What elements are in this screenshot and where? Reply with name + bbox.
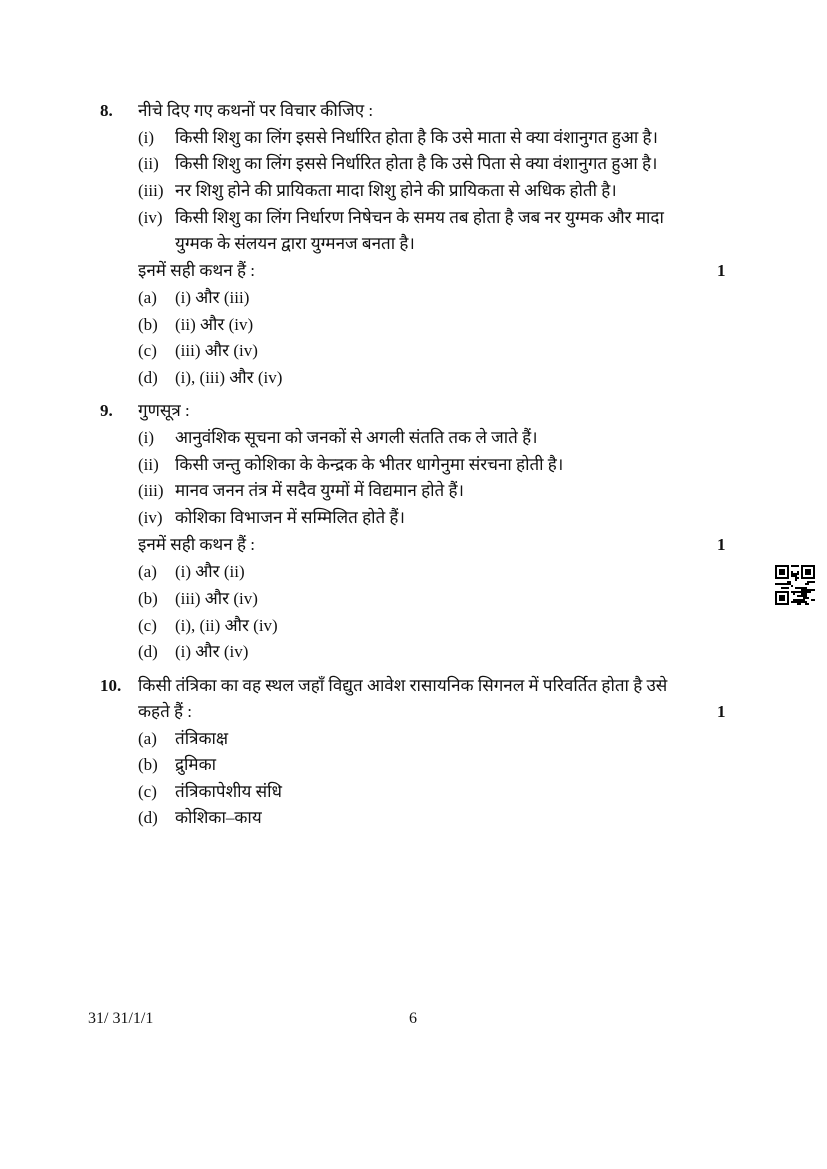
option-label: (b) — [138, 315, 158, 334]
option-label: (b) — [138, 589, 158, 608]
option-label: (b) — [138, 755, 158, 774]
option-text: तंत्रिकापेशीय संधि — [175, 782, 283, 801]
option-text: (i) और (ii) — [175, 562, 245, 581]
statement-label: (iii) — [138, 481, 164, 500]
option-text: (i) और (iv) — [175, 642, 249, 661]
marks: 1 — [717, 702, 726, 721]
question-stem: किसी तंत्रिका का वह स्थल जहाँ विद्युत आवेश रासायनिक सिगनल में परिवर्तित होता है उसे — [138, 676, 668, 695]
statement-text: आनुवंशिक सूचना को जनकों से अगली संतति तक ले जाते हैं। — [175, 428, 538, 447]
statement-label: (iii) — [138, 181, 164, 200]
paper-code: 31/ 31/1/1 — [88, 1010, 154, 1027]
statement-text: किसी जन्तु कोशिका के केन्द्रक के भीतर धागेनुमा संरचना होती है। — [175, 455, 564, 474]
statement-label: (i) — [138, 428, 155, 447]
marks: 1 — [717, 535, 726, 554]
option-label: (d) — [138, 642, 158, 661]
marks: 1 — [717, 261, 726, 280]
option-label: (a) — [138, 729, 157, 748]
statement-label: (ii) — [138, 154, 159, 173]
statement-label: (iv) — [138, 508, 163, 527]
statement-text: किसी शिशु का लिंग इससे निर्धारित होता है कि उसे माता से क्या वंशानुगत हुआ है। — [175, 128, 658, 147]
option-text: (ii) और (iv) — [175, 315, 254, 334]
statement-text: किसी शिशु का लिंग इससे निर्धारित होता है कि उसे पिता से क्या वंशानुगत हुआ है। — [175, 154, 658, 173]
question-prompt: इनमें सही कथन हैं : — [138, 535, 255, 554]
question-number: 10. — [100, 676, 122, 695]
question-stem: नीचे दिए गए कथनों पर विचार कीजिए : — [138, 101, 374, 120]
option-text: (i), (ii) और (iv) — [175, 616, 278, 635]
option-text: (iii) और (iv) — [175, 341, 258, 360]
option-label: (c) — [138, 782, 157, 801]
statement-label: (ii) — [138, 455, 159, 474]
statement-text: कोशिका विभाजन में सम्मिलित होते हैं। — [175, 508, 405, 527]
option-text: (iii) और (iv) — [175, 589, 258, 608]
question-number: 8. — [100, 101, 113, 120]
option-text: द्रुमिका — [175, 755, 217, 774]
question-stem: गुणसूत्र : — [138, 401, 190, 420]
option-label: (c) — [138, 616, 157, 635]
statement-text: नर शिशु होने की प्रायिकता मादा शिशु होने की प्रायिकता से अधिक होती है। — [175, 181, 617, 200]
option-text: (i) और (iii) — [175, 288, 250, 307]
statement-label: (iv) — [138, 208, 163, 227]
statement-text: मानव जनन तंत्र में सदैव युग्मों में विद्यमान होते हैं। — [175, 481, 464, 500]
question-number: 9. — [100, 401, 113, 420]
option-label: (a) — [138, 288, 157, 307]
statement-text: किसी शिशु का लिंग निर्धारण निषेचन के समय तब होता है जब नर युग्मक और मादा — [175, 208, 664, 227]
option-label: (a) — [138, 562, 157, 581]
option-label: (d) — [138, 808, 158, 827]
option-text: कोशिका–काय — [175, 808, 262, 827]
page-number: 6 — [409, 1010, 417, 1027]
option-label: (c) — [138, 341, 157, 360]
qr-code-icon — [775, 565, 815, 605]
question-prompt: इनमें सही कथन हैं : — [138, 261, 255, 280]
option-text: (i), (iii) और (iv) — [175, 368, 283, 387]
statement-label: (i) — [138, 128, 155, 147]
question-stem-continued: कहते हैं : — [138, 702, 193, 721]
statement-text-continued: युग्मक के संलयन द्वारा युग्मनज बनता है। — [175, 234, 415, 253]
option-label: (d) — [138, 368, 158, 387]
option-text: तंत्रिकाक्ष — [175, 729, 229, 748]
